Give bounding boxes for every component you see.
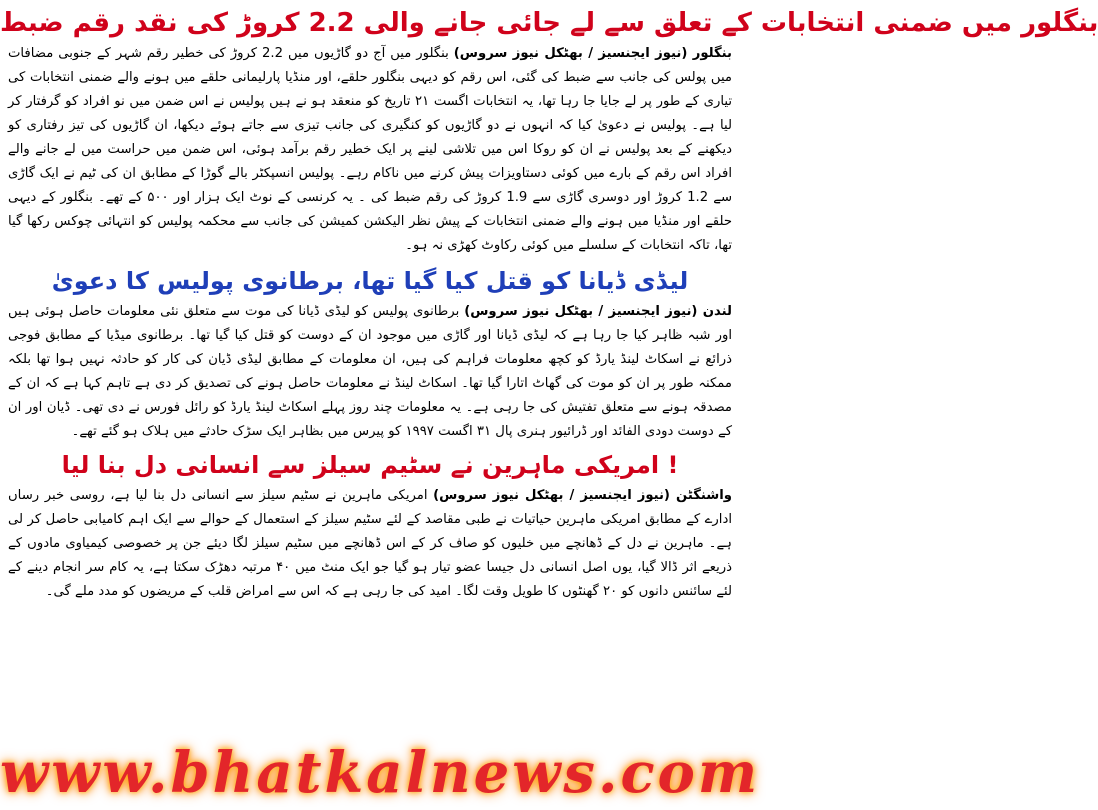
article-2-headline: لیڈی ڈیانا کو قتل کیا گیا تھا، برطانوی پولیس کا دعویٰ (51, 267, 689, 295)
article-3-dateline: واشنگٹن (نیوز ایجنسیز / بھٹکل نیوز سروس) (433, 488, 732, 503)
article-3-body (0, 484, 740, 604)
article-1-dateline: بنگلور (نیوز ایجنسیز / بھٹکل نیوز سروس) (453, 46, 732, 61)
article-3-headline: امریکی ماہرین نے سٹیم سیلز سے انسانی دل بنا لیا ! (61, 451, 679, 479)
article-2-body (0, 300, 740, 444)
article-1-headline: بنگلور میں ضمنی انتخابات کے تعلق سے لے جائی جانے والی 2.2 کروڑ کی نقد رقم ضبط (0, 8, 1098, 38)
article-2-dateline: لندن (نیوز ایجنسیز / بھٹکل نیوز سروس) (464, 304, 732, 319)
article-2-text: برطانوی پولیس کو لیڈی ڈیانا کی موت سے متعلق نئی معلومات حاصل ہوئی ہیں اور شبہ ظاہر کیا جا رہا ہے کہ لیڈی ڈیانا اور گاڑی میں موجود ان کے دوست کو قتل کیا گیا تھا۔ برطانوی میڈیا کے مطابق فوجی ذرائع نے اسکاٹ لینڈ یارڈ کو کچھ معلومات فراہم کی ہیں، ان معلومات کے مطابق لیڈی ڈیان کی کار کو حادثہ نہیں ہوا تھا بلکہ ممکنہ طور پر ان کو موت کی گھاٹ اتارا گیا تھا۔ اسکاٹ لینڈ نے معلومات حاصل ہونے کی تصدیق کر دی ہے تاہم کہا ہے کہ ان کے مصدقہ ہونے سے متعلق تفتیش کی جا رہی ہے۔ یہ معلومات چند روز پہلے اسکاٹ لینڈ یارڈ کو رائل فورس نے دی تھی۔ ڈیان اور ان کے دوست دودی الفائد اور ڈرائیور ہنری پال ۳۱ اگست ۱۹۹۷ کو پیرس میں بظاہر ایک سڑک حادثے میں ہلاک ہو گئے تھے۔ (8, 304, 732, 439)
article-3-text: امریکی ماہرین نے سٹیم سیلز سے انسانی دل بنا لیا ہے، روسی خبر رساں ادارے کے مطابق امریکی ماہرین حیاتیات نے طبی مقاصد کے لئے سٹیم سیلز کے استعمال کے حوالے سے ایک اہم کامیابی حاصل کر لی ہے۔ ماہرین نے دل کے ڈھانچے میں خلیوں کو صاف کر کے اس ڈھانچے میں سٹیم سیلز لگا دیئے جن پر خصوصی کیمیاوی مادوں کے ذریعے اثر ڈالا گیا، یوں اصل انسانی دل جیسا عضو تیار ہو گیا جو ایک منٹ میں ۴۰ مرتبہ دھڑک سکتا ہے، یہ کام سر انجام دینے کے لئے سائنس دانوں کو ۲۰ گھنٹوں کا طویل وقت لگا۔ امید کی جا رہی ہے کہ اس سے امراض قلب کے مریضوں کو مدد ملے گی۔ (8, 488, 732, 599)
website-watermark: www.bhatkalnews.com (0, 740, 761, 806)
article-1-body (0, 42, 740, 258)
article-1-text: بنگلور میں آج دو گاڑیوں میں 2.2 کروڑ کی خطیر رقم شہر کے جنوبی مضافات میں پولس کی جانب سے ضبط کی گئی، اس رقم کو دیہی بنگلور حلقے، اور منڈیا پارلیمانی حلقے میں ہونے والے ضمنی انتخابات کی تیاری کے طور پر لے جایا جا رہا تھا، یہ انتخابات اگست ۲۱ تاریخ کو منعقد ہو نے ہیں پولیس نے اس ضمن میں نو افراد کو گرفتار کر لیا ہے۔ پولیس نے دعویٰ کیا کہ انہوں نے دو گاڑیوں کو کنگیری کی جانب تیزی سے جاتے ہوئے دیکھا، ان گاڑیوں کی تیز رفتاری کو دیکھنے کے بعد پولیس نے ان کو روکا اس میں تلاشی لینے پر ایک خطیر رقم برآمد ہوئی، اس ضمن میں حراست میں لے جانے والے افراد اس رقم کے بارے میں کوئی دستاویزات پیش کرنے میں ناکام رہے۔ پولیس انسپکٹر بالے گوڑا کے مطابق ان کی ٹیم نے ایک گاڑی سے 1.2 کروڑ اور دوسری گاڑی سے 1.9 کروڑ کی رقم ضبط کی ۔ یہ کرنسی کے نوٹ ایک ہزار اور ۵۰۰ کے تھے۔ بنگلور کے دیہی حلقے اور منڈیا میں ہونے والے ضمنی انتخابات کے پیش نظر الیکشن کمیشن کی جانب سے محکمہ پولیس کو انتہائی چوکس رکھا گیا تھا، تاکہ انتخابات کے سلسلے میں کوئی رکاوٹ کھڑی نہ ہو۔ (8, 46, 733, 253)
